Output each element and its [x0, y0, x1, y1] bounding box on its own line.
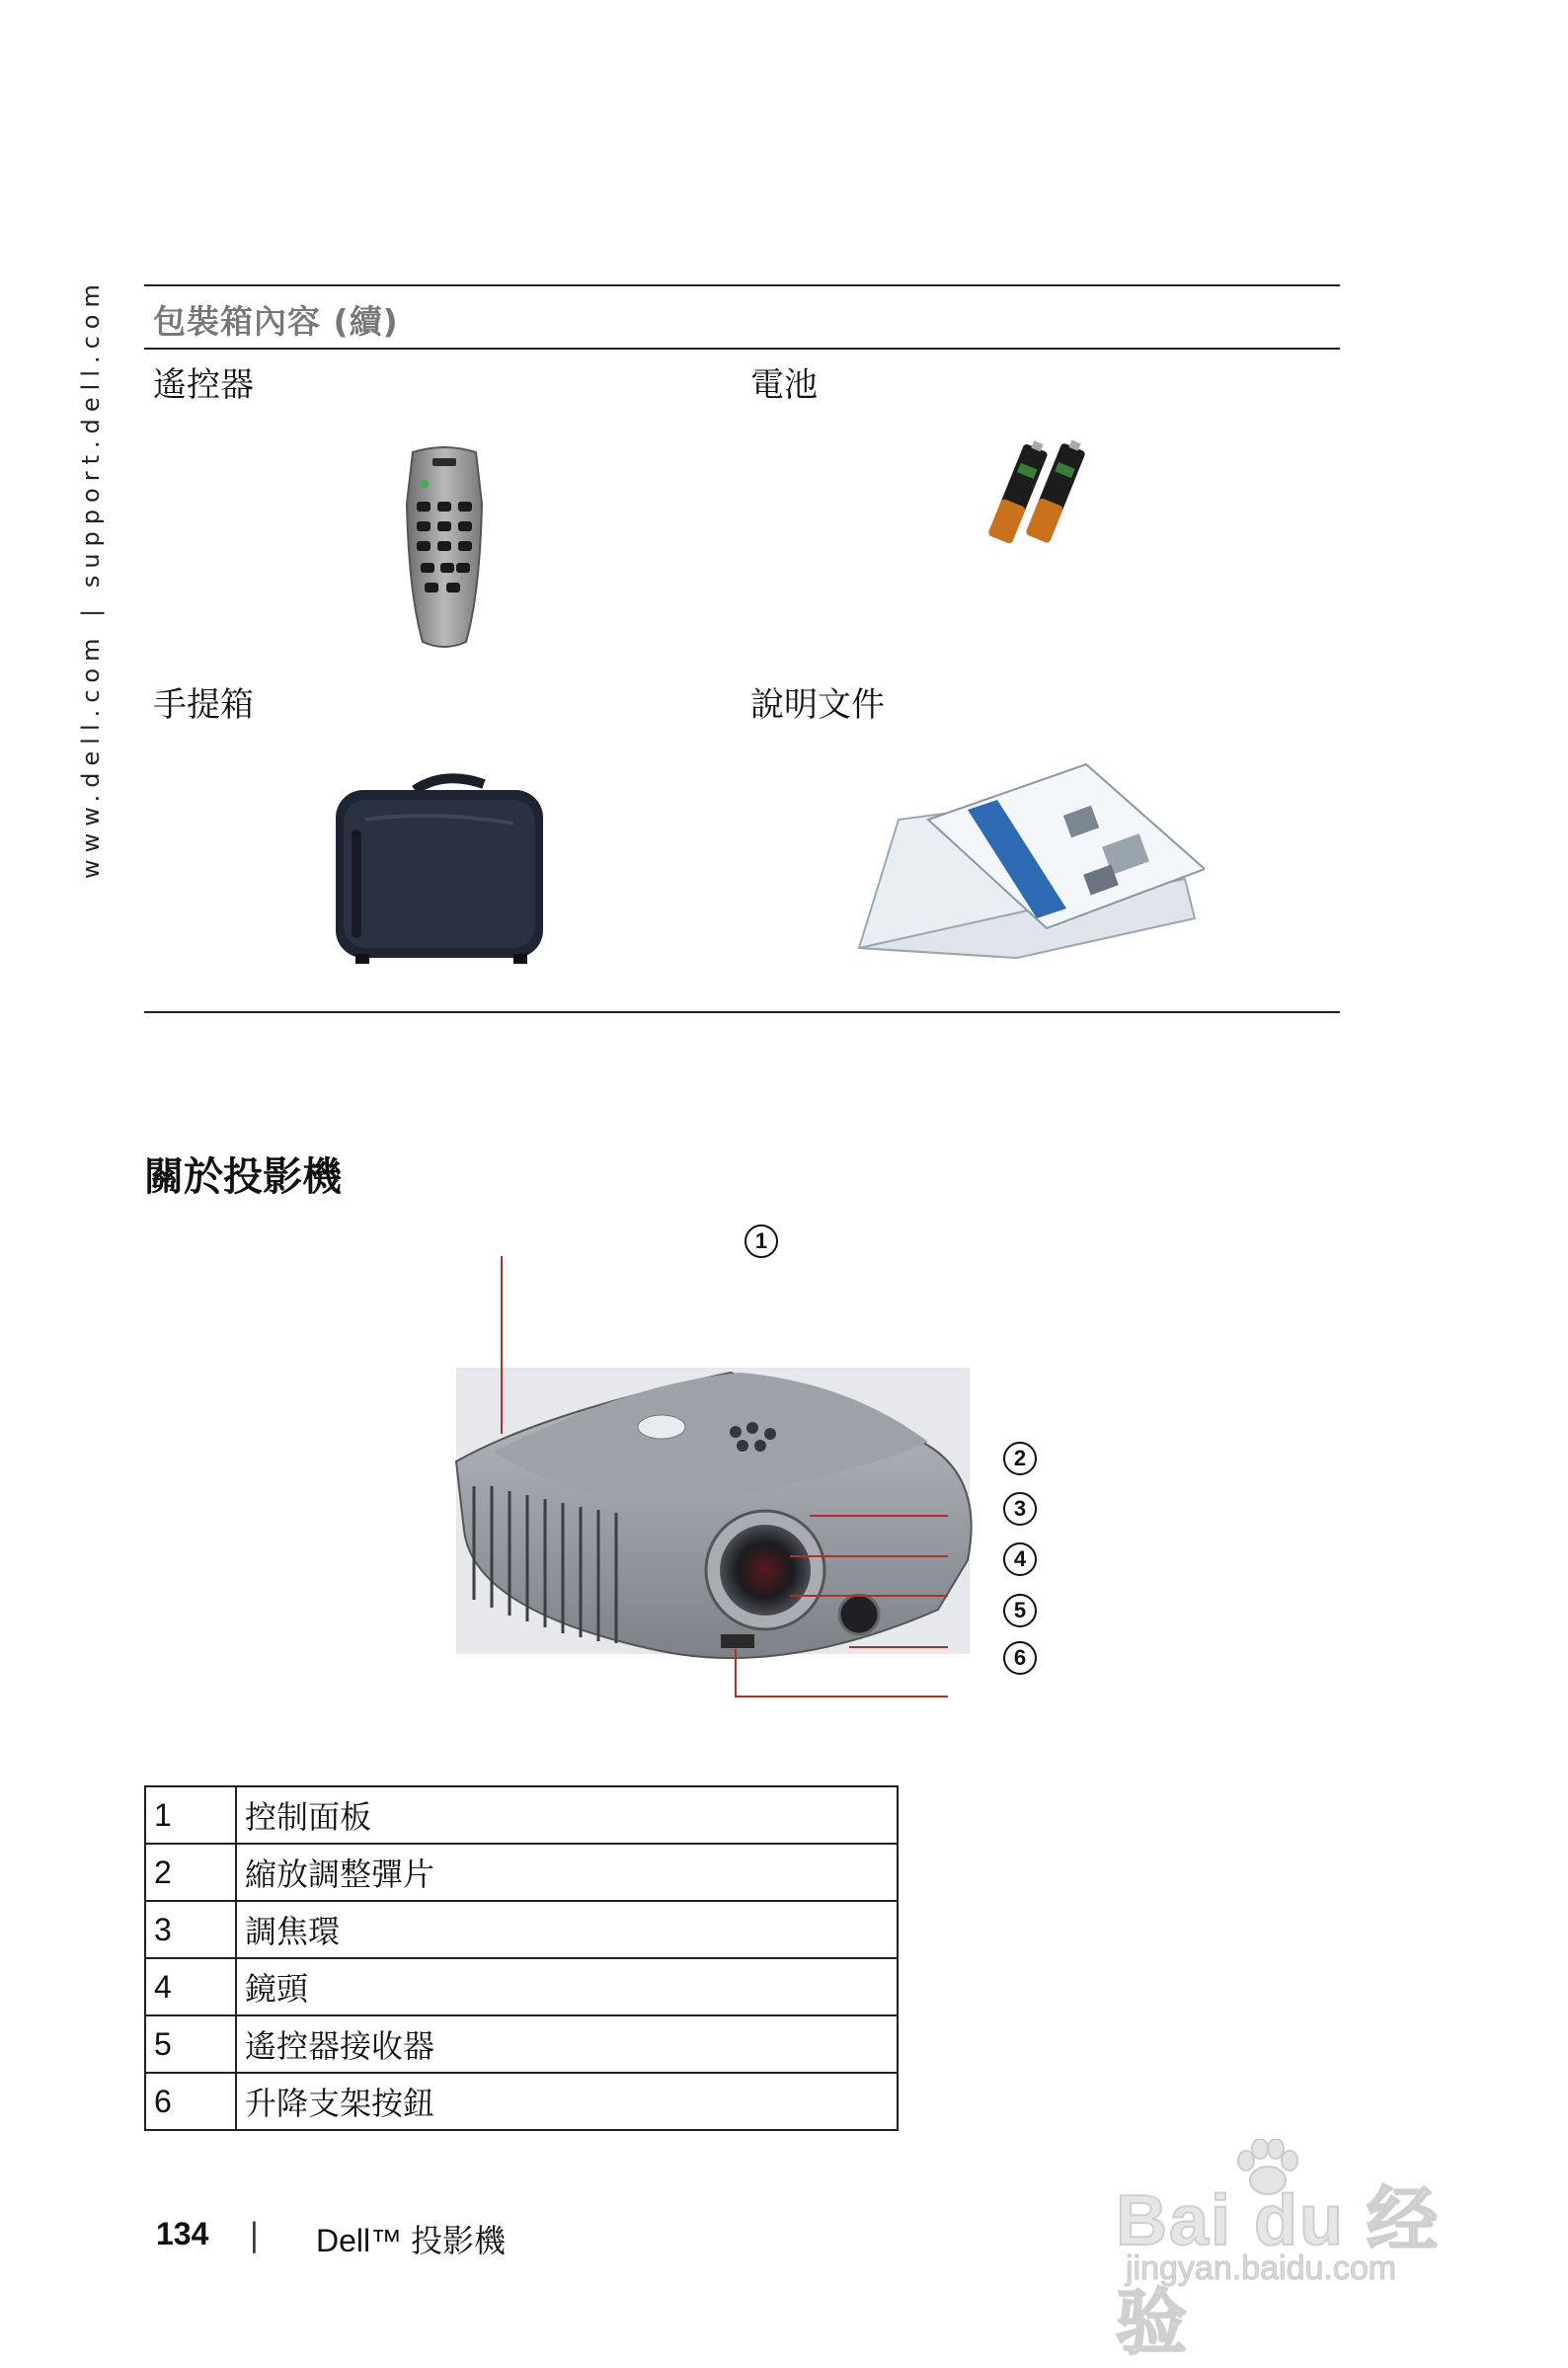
table-row	[145, 1958, 898, 2015]
footer-title: Dell™ 投影機	[316, 2223, 507, 2258]
callout-3	[1003, 1492, 1037, 1526]
part-name: 遙控器接收器	[236, 2015, 898, 2073]
part-name: 調焦環	[236, 1901, 898, 1958]
table-row	[145, 1786, 898, 1844]
callout-2-number: 2	[1013, 1446, 1027, 1470]
header-rule	[144, 348, 1340, 350]
callout-2	[1003, 1442, 1037, 1475]
part-number: 1	[145, 1786, 236, 1844]
part-name: 縮放調整彈片	[236, 1844, 898, 1901]
item-label-case: 手提箱	[153, 685, 254, 725]
projector-diagram	[434, 1234, 1066, 1698]
table-bottom-rule	[144, 1011, 1340, 1013]
table-top-rule	[144, 284, 1340, 286]
remote-control-image	[395, 444, 494, 652]
callout-1	[745, 1224, 778, 1258]
callout-4	[1003, 1542, 1037, 1576]
part-name: 升降支架按鈕	[236, 2073, 898, 2130]
part-number: 3	[145, 1901, 236, 1958]
watermark-sub: jingyan.baidu.com	[1126, 2250, 1397, 2287]
footer-separator: |	[249, 2216, 260, 2253]
callout-6-number: 6	[1013, 1645, 1027, 1670]
part-name: 鏡頭	[236, 1958, 898, 2015]
side-url: www.dell.com | support.dell.com	[77, 277, 105, 879]
table-row	[145, 1901, 898, 1958]
part-number: 5	[145, 2015, 236, 2073]
carrying-case-image	[326, 760, 553, 978]
part-name: 控制面板	[236, 1786, 898, 1844]
item-label-remote: 遙控器	[153, 365, 254, 405]
callout-4-number: 4	[1013, 1546, 1027, 1571]
part-number: 2	[145, 1844, 236, 1901]
table-row	[145, 2073, 898, 2130]
package-header: 包裝箱內容 (續)	[153, 302, 399, 341]
page-number: 134	[156, 2216, 209, 2251]
table-row	[145, 2015, 898, 2073]
item-label-documentation: 說明文件	[750, 685, 885, 725]
callout-6	[1003, 1641, 1037, 1675]
part-number: 4	[145, 1958, 236, 2015]
callout-3-number: 3	[1013, 1496, 1027, 1521]
section-title: 關於投影機	[144, 1154, 342, 1200]
batteries-image	[978, 434, 1096, 563]
table-row	[145, 1844, 898, 1901]
baidu-watermark	[1116, 2153, 1511, 2363]
watermark-main: Bai du 经验	[1116, 2181, 1441, 2363]
callout-5-number: 5	[1013, 1598, 1027, 1622]
callout-1-number: 1	[754, 1228, 768, 1253]
parts-table	[144, 1785, 899, 2131]
documentation-image	[849, 760, 1205, 968]
part-number: 6	[145, 2073, 236, 2130]
item-label-batteries: 電池	[750, 365, 818, 405]
callout-5	[1003, 1594, 1037, 1627]
